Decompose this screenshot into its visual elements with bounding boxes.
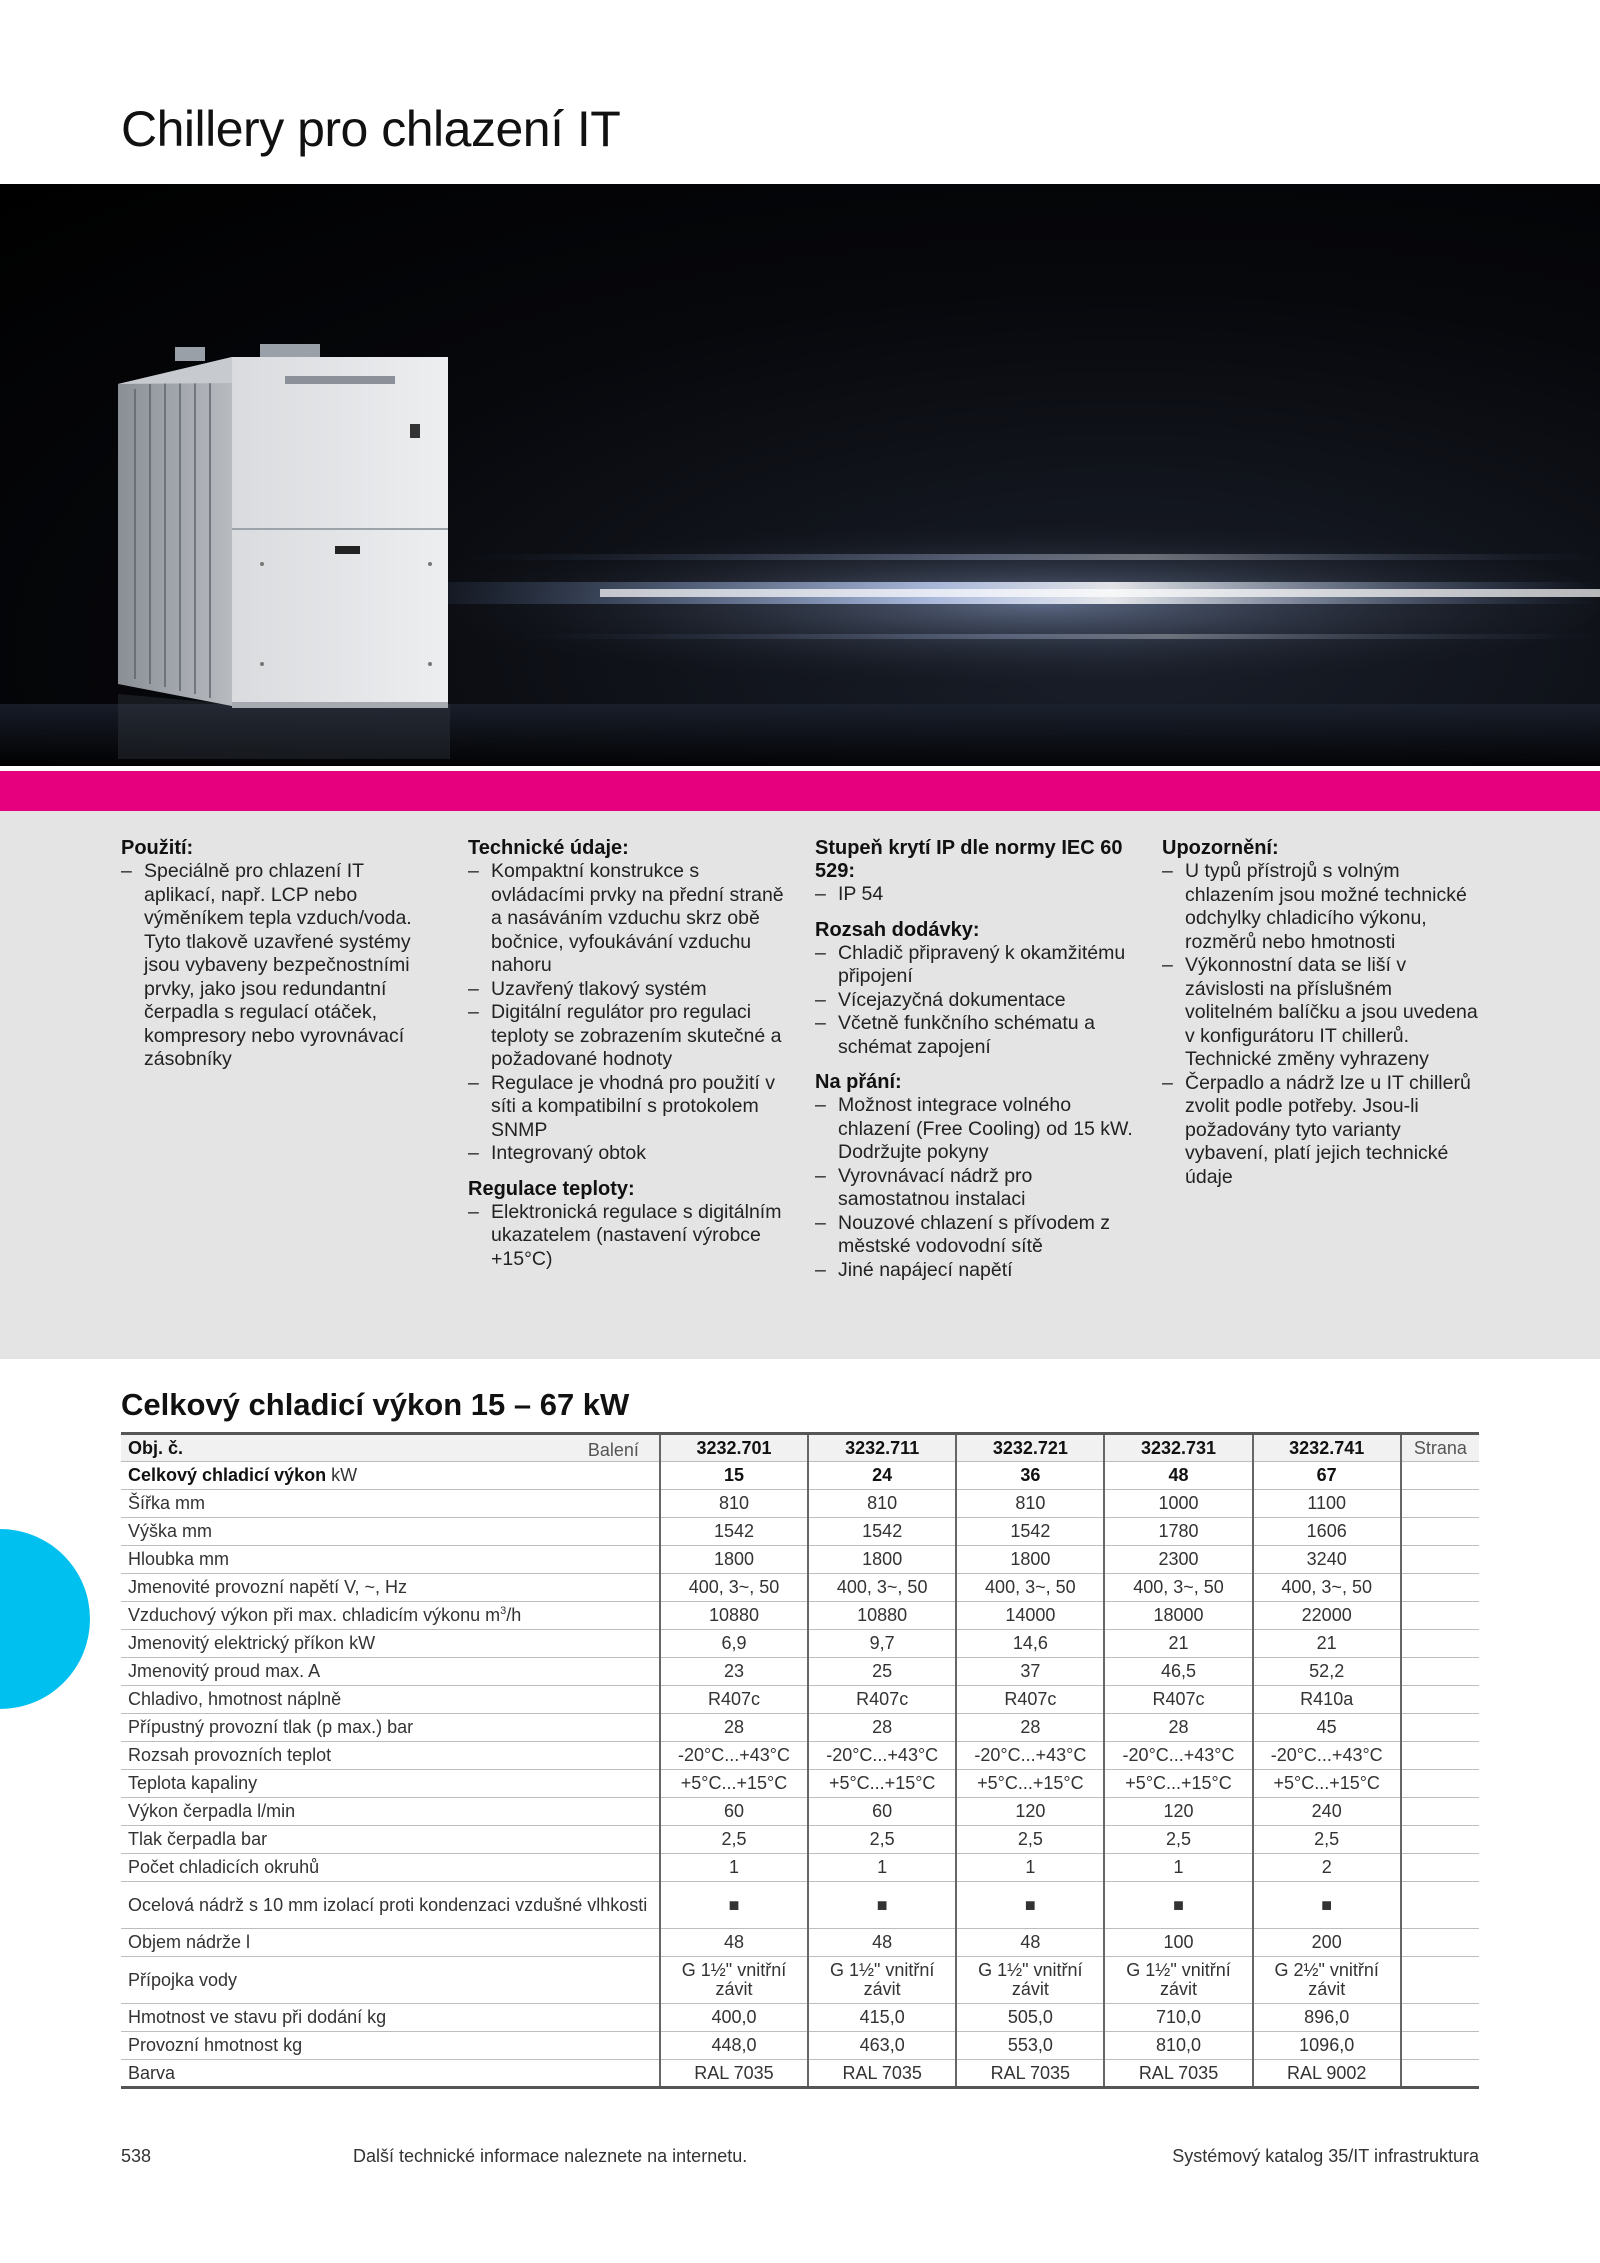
tech-data-item: – Digitální regulátor pro regulaci teploty se zobrazením skutečné a požadované hodnoty — [468, 1001, 788, 1072]
row-label: Výkon čerpadla l/min — [121, 1798, 660, 1826]
temp-regulation-item: – Elektronická regulace s digitálním ukazatelem (nastavení výrobce +15°C) — [468, 1201, 788, 1272]
table-cell: -20°C...+43°C — [660, 1742, 808, 1770]
chiller-unit-illustration — [0, 184, 1600, 766]
cooling-unit: kW — [326, 1465, 358, 1485]
table-cell: 710,0 — [1104, 2004, 1252, 2032]
page-title: Chillery pro chlazení IT — [121, 101, 621, 157]
usage-column — [121, 837, 431, 1072]
table-cell: G 2½" vnitřní závit — [1253, 1957, 1401, 2004]
notes-item: – U typů přístrojů s volným chlazením jsou možné technické odchylky chladicího výkonu, rozměrů nebo hmotnosti — [1162, 860, 1482, 954]
table-cell: 46,5 — [1104, 1658, 1252, 1686]
airflow-label: Vzduchový výkon při max. chladicím výkonu m — [128, 1605, 501, 1625]
table-row — [121, 2060, 1479, 2088]
row-label: Rozsah provozních teplot — [121, 1742, 660, 1770]
table-cell: 810 — [808, 1490, 956, 1518]
row-label: Jmenovitý elektrický příkon kW — [121, 1630, 660, 1658]
row-label: Teplota kapaliny — [121, 1770, 660, 1798]
table-row — [121, 1658, 1479, 1686]
table-cell: 1 — [956, 1854, 1104, 1882]
table-cell: R410a — [1253, 1686, 1401, 1714]
table-cell: 36 — [956, 1462, 1104, 1490]
row-label: Tlak čerpadla bar — [121, 1826, 660, 1854]
page-number: 538 — [121, 2146, 152, 2166]
table-cell: -20°C...+43°C — [1253, 1742, 1401, 1770]
model-number: 3232.701 — [660, 1434, 808, 1462]
table-row — [121, 1462, 1479, 1490]
table-cell: 2,5 — [1253, 1826, 1401, 1854]
tech-data-heading: Technické údaje: — [468, 837, 629, 859]
row-label: Jmenovité provozní napětí V, ~, Hz — [121, 1574, 660, 1602]
notes-heading: Upozornění: — [1162, 837, 1279, 859]
supply-scope-item: – Vícejazyčná dokumentace — [815, 989, 1135, 1013]
table-cell: 6,9 — [660, 1630, 808, 1658]
table-cell: 400, 3~, 50 — [1104, 1574, 1252, 1602]
table-cell: 22000 — [1253, 1602, 1401, 1630]
notes-item: – Výkonnostní data se liší v závislosti na příslušném volitelném balíčku a jsou uvedena v konfigurátoru IT chillerů. Technické změny vyhrazeny — [1162, 954, 1482, 1072]
table-cell: -20°C...+43°C — [1104, 1742, 1252, 1770]
table-row — [121, 1714, 1479, 1742]
table-cell: 2,5 — [956, 1826, 1104, 1854]
table-cell: RAL 7035 — [1104, 2060, 1252, 2088]
connection-label: Přípojka vody — [121, 1957, 660, 2004]
model-number: 3232.721 — [956, 1434, 1104, 1462]
table-cell: 1096,0 — [1253, 2032, 1401, 2060]
table-cell: RAL 7035 — [956, 2060, 1104, 2088]
tech-data-item: – Integrovaný obtok — [468, 1142, 788, 1166]
tank-volume-label: Objem nádrže l — [121, 1929, 660, 1957]
table-cell: 45 — [1253, 1714, 1401, 1742]
table-cell: 23 — [660, 1658, 808, 1686]
table-cell: 553,0 — [956, 2032, 1104, 2060]
table-cell: 10880 — [808, 1602, 956, 1630]
row-label: Barva — [121, 2060, 660, 2088]
tech-data-item: – Regulace je vhodná pro použití v síti a kompatibilní s protokolem SNMP — [468, 1072, 788, 1143]
table-row — [121, 1826, 1479, 1854]
table-cell: R407c — [956, 1686, 1104, 1714]
table-cell: R407c — [808, 1686, 956, 1714]
table-cell: 2,5 — [660, 1826, 808, 1854]
table-cell: 60 — [660, 1798, 808, 1826]
on-request-item: – Nouzové chlazení s přívodem z městské vodovodní sítě — [815, 1212, 1135, 1259]
table-row — [121, 1957, 1479, 2004]
table-cell: 896,0 — [1253, 2004, 1401, 2032]
table-row — [121, 1602, 1479, 1630]
tank-marker: ■ — [808, 1882, 956, 1929]
table-cell: 3240 — [1253, 1546, 1401, 1574]
table-cell: 120 — [1104, 1798, 1252, 1826]
table-row — [121, 1546, 1479, 1574]
table-title: Celkový chladicí výkon 15 – 67 kW — [121, 1387, 630, 1422]
table-cell: G 1½" vnitřní závit — [956, 1957, 1104, 2004]
packaging-header: Balení — [587, 1440, 639, 1460]
table-row — [121, 1574, 1479, 1602]
table-cell: 505,0 — [956, 2004, 1104, 2032]
table-row — [121, 1518, 1479, 1546]
table-row — [121, 1798, 1479, 1826]
table-cell: 810,0 — [1104, 2032, 1252, 2060]
table-cell: RAL 7035 — [808, 2060, 956, 2088]
model-number: 3232.711 — [808, 1434, 956, 1462]
usage-item: – Speciálně pro chlazení IT aplikací, např. LCP nebo výměníkem tepla vzduch/voda. Tyto tlakově uzavřené systémy jsou vybaveny bezpečnostními prvky, jako jsou redundantní čerpadla s regulací otáček, kompresory nebo vyrovnávací zásobníky — [121, 860, 431, 1072]
table-cell: 810 — [956, 1490, 1104, 1518]
table-row — [121, 1854, 1479, 1882]
supply-scope-item: – Včetně funkčního schématu a schémat zapojení — [815, 1012, 1135, 1059]
table-cell: 48 — [660, 1929, 808, 1957]
tank-marker: ■ — [956, 1882, 1104, 1929]
table-cell: +5°C...+15°C — [1253, 1770, 1401, 1798]
table-cell: 100 — [1104, 1929, 1252, 1957]
table-cell: 415,0 — [808, 2004, 956, 2032]
product-photo — [0, 184, 1600, 766]
table-cell: 52,2 — [1253, 1658, 1401, 1686]
table-cell: 463,0 — [808, 2032, 956, 2060]
table-cell: -20°C...+43°C — [956, 1742, 1104, 1770]
tech-data-item: – Uzavřený tlakový systém — [468, 978, 788, 1002]
table-cell: 2,5 — [1104, 1826, 1252, 1854]
airflow-label-end: /h — [506, 1605, 522, 1625]
row-label: Provozní hmotnost kg — [121, 2032, 660, 2060]
table-cell: 21 — [1104, 1630, 1252, 1658]
protection-column — [815, 837, 1135, 1282]
table-cell: 1606 — [1253, 1518, 1401, 1546]
row-label: Výška mm — [121, 1518, 660, 1546]
table-cell: 2,5 — [808, 1826, 956, 1854]
table-cell: 1 — [660, 1854, 808, 1882]
on-request-item: – Jiné napájecí napětí — [815, 1259, 1135, 1283]
accent-band — [0, 771, 1600, 811]
table-cell: 810 — [660, 1490, 808, 1518]
table-cell: 67 — [1253, 1462, 1401, 1490]
table-row — [121, 1742, 1479, 1770]
table-cell: 60 — [808, 1798, 956, 1826]
table-cell: 2300 — [1104, 1546, 1252, 1574]
table-row — [121, 1686, 1479, 1714]
table-cell: -20°C...+43°C — [808, 1742, 956, 1770]
row-label: Šířka mm — [121, 1490, 660, 1518]
table-cell: 1800 — [660, 1546, 808, 1574]
table-cell: +5°C...+15°C — [956, 1770, 1104, 1798]
table-cell: 18000 — [1104, 1602, 1252, 1630]
table-row — [121, 1929, 1479, 1957]
row-label: Hloubka mm — [121, 1546, 660, 1574]
row-label: Hmotnost ve stavu při dodání kg — [121, 2004, 660, 2032]
table-cell: R407c — [660, 1686, 808, 1714]
table-cell: 1800 — [808, 1546, 956, 1574]
table-cell: +5°C...+15°C — [808, 1770, 956, 1798]
table-cell: G 1½" vnitřní závit — [1104, 1957, 1252, 2004]
notes-item: – Čerpadlo a nádrž lze u IT chillerů zvolit podle potřeby. Jsou-li požadovány tyto varianty vybavení, platí jejich technické údaje — [1162, 1072, 1482, 1190]
table-cell: 400, 3~, 50 — [660, 1574, 808, 1602]
row-label: Počet chladicích okruhů — [121, 1854, 660, 1882]
row-label: Jmenovitý proud max. A — [121, 1658, 660, 1686]
table-cell: 9,7 — [808, 1630, 956, 1658]
table-cell: G 1½" vnitřní závit — [660, 1957, 808, 2004]
table-cell: 28 — [660, 1714, 808, 1742]
table-row — [121, 2032, 1479, 2060]
table-cell: 10880 — [660, 1602, 808, 1630]
table-cell: 1 — [1104, 1854, 1252, 1882]
row-label: Chladivo, hmotnost náplně — [121, 1686, 660, 1714]
table-cell: 14000 — [956, 1602, 1104, 1630]
table-cell: 1 — [808, 1854, 956, 1882]
table-cell: RAL 7035 — [660, 2060, 808, 2088]
table-cell: +5°C...+15°C — [660, 1770, 808, 1798]
table-cell: 1000 — [1104, 1490, 1252, 1518]
table-cell: 400, 3~, 50 — [956, 1574, 1104, 1602]
table-cell: 400,0 — [660, 2004, 808, 2032]
notes-column — [1162, 837, 1482, 1189]
ip-rating-heading: Stupeň krytí IP dle normy IEC 60 529: — [815, 837, 1123, 882]
table-cell: G 1½" vnitřní závit — [808, 1957, 956, 2004]
supply-scope-item: – Chladič připravený k okamžitému připojení — [815, 942, 1135, 989]
on-request-heading: Na přání: — [815, 1071, 902, 1093]
table-cell: R407c — [1104, 1686, 1252, 1714]
table-cell: 400, 3~, 50 — [1253, 1574, 1401, 1602]
table-cell: 1542 — [808, 1518, 956, 1546]
table-cell: 28 — [1104, 1714, 1252, 1742]
table-cell: 14,6 — [956, 1630, 1104, 1658]
row-label: Přípustný provozní tlak (p max.) bar — [121, 1714, 660, 1742]
table-cell: 25 — [808, 1658, 956, 1686]
side-tab-marker — [0, 1529, 90, 1709]
table-cell: +5°C...+15°C — [1104, 1770, 1252, 1798]
spec-table — [121, 1432, 1479, 2089]
table-cell: 1542 — [956, 1518, 1104, 1546]
model-number: 3232.741 — [1253, 1434, 1401, 1462]
tech-data-item: – Kompaktní konstrukce s ovládacími prvky na přední straně a nasáváním vzduchu skrz obě bočnice, vyfoukávání vzduchu nahoru — [468, 860, 788, 978]
table-cell: 400, 3~, 50 — [808, 1574, 956, 1602]
table-cell: 24 — [808, 1462, 956, 1490]
tech-data-column — [468, 837, 788, 1271]
table-cell: 21 — [1253, 1630, 1401, 1658]
table-cell: 28 — [808, 1714, 956, 1742]
table-row — [121, 1630, 1479, 1658]
table-cell: 1800 — [956, 1546, 1104, 1574]
table-row — [121, 1770, 1479, 1798]
table-cell: 2 — [1253, 1854, 1401, 1882]
table-cell: 48 — [1104, 1462, 1252, 1490]
header-label: Obj. č. Balení — [121, 1434, 660, 1462]
table-cell: 37 — [956, 1658, 1104, 1686]
tank-marker: ■ — [1253, 1882, 1401, 1929]
cooling-label: Celkový chladicí výkon — [128, 1465, 327, 1485]
table-row — [121, 1490, 1479, 1518]
table-row — [121, 2004, 1479, 2032]
ip-rating-item: – IP 54 — [815, 883, 1135, 907]
supply-scope-heading: Rozsah dodávky: — [815, 918, 980, 941]
table-header-row — [121, 1434, 1479, 1462]
tank-label: Ocelová nádrž s 10 mm izolací proti kondenzaci vzdušné vlhkosti — [121, 1882, 660, 1929]
tank-marker: ■ — [1104, 1882, 1252, 1929]
table-cell: 15 — [660, 1462, 808, 1490]
catalog-name: Systémový katalog 35/IT infrastruktura — [1172, 2146, 1479, 2166]
table-cell: 240 — [1253, 1798, 1401, 1826]
table-cell: 48 — [808, 1929, 956, 1957]
model-number: 3232.731 — [1104, 1434, 1252, 1462]
table-cell: RAL 9002 — [1253, 2060, 1401, 2088]
table-row — [121, 1882, 1479, 1929]
table-cell: 120 — [956, 1798, 1104, 1826]
on-request-item: – Možnost integrace volného chlazení (Free Cooling) od 15 kW. Dodržujte pokyny — [815, 1094, 1135, 1165]
temp-regulation-heading: Regulace teploty: — [468, 1177, 635, 1200]
usage-heading: Použití: — [121, 837, 194, 859]
footer-note: Další technické informace naleznete na internetu. — [353, 2146, 748, 2166]
table-cell: 1542 — [660, 1518, 808, 1546]
table-cell: 48 — [956, 1929, 1104, 1957]
page-ref-header: Strana — [1401, 1434, 1479, 1462]
table-cell: 200 — [1253, 1929, 1401, 1957]
table-cell: 1780 — [1104, 1518, 1252, 1546]
table-cell: 28 — [956, 1714, 1104, 1742]
on-request-item: – Vyrovnávací nádrž pro samostatnou instalaci — [815, 1165, 1135, 1212]
table-cell: 448,0 — [660, 2032, 808, 2060]
tank-marker: ■ — [660, 1882, 808, 1929]
airflow-sup: 3 — [500, 1605, 507, 1617]
table-cell: 1100 — [1253, 1490, 1401, 1518]
